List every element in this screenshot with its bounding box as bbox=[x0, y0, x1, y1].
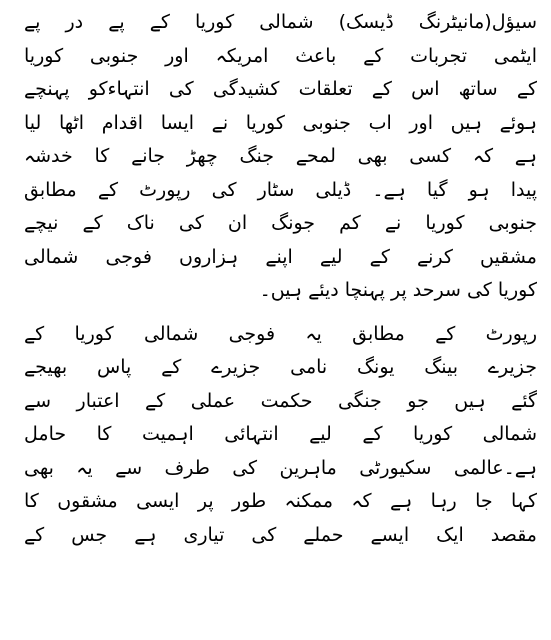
text-line: شمالی کوریا کے لیے انتہائی اہمیت کا حامل bbox=[24, 423, 537, 445]
text-line: کہا جا رہا ہے کہ ممکنہ طور پر ایسی مشقوں کا bbox=[24, 490, 537, 512]
text-line: ایٹمی تجربات کے باعث امریکہ اور جنوبی کوریا bbox=[24, 44, 537, 67]
text-line: رپورٹ کے مطابق یہ فوجی شمالی کوریا کے bbox=[24, 322, 537, 345]
text-line: ہے کہ کسی بھی لمحے جنگ چھڑ جانے کا خدشہ bbox=[24, 145, 537, 167]
text-line: کوریا کی سرحد پر پہنچا دیئے ہیں۔ bbox=[259, 279, 537, 301]
text-line: جنوبی کوریا نے کم جونگ ان کی ناک کے نیچے bbox=[24, 212, 537, 234]
text-line: گئے ہیں جو جنگی حکمت عملی کے اعتبار سے bbox=[24, 389, 537, 412]
text-line: مقصد ایک ایسے حملے کی تیاری ہے جس کے bbox=[24, 523, 537, 546]
text-line: جزیرے بینگ یونگ نامی جزیرے کے پاس بھیجے bbox=[24, 356, 537, 378]
text-line: کے ساتھ اس کے تعلقات کشیدگی کی انتہاءکو پہنچے bbox=[24, 78, 537, 100]
text-line: ہوئے ہیں اور اب جنوبی کوریا نے ایسا اقدام اٹھا لیا bbox=[24, 111, 537, 134]
text-line: ہے۔عالمی سکیورٹی ماہرین کی طرف سے یہ بھی bbox=[24, 456, 537, 479]
text-line: سیؤل(مانیٹرنگ ڈیسک) شمالی کوریا کے پے در پے bbox=[24, 11, 537, 33]
paragraph-1 bbox=[24, 6, 537, 308]
text-line: مشقیں کرنے کے لیے اپنے ہزاروں فوجی شمالی bbox=[24, 245, 537, 268]
paragraph-2 bbox=[24, 318, 537, 553]
text-line: پیدا ہو گیا ہے۔ ڈیلی سٹار کی رپورٹ کے مطابق bbox=[24, 178, 537, 201]
